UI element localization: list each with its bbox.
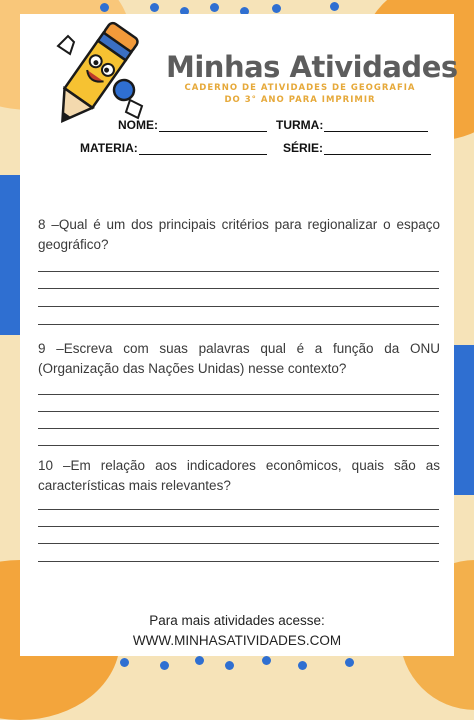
answer-line[interactable] xyxy=(38,509,439,510)
nome-field[interactable] xyxy=(118,118,267,132)
footer-caption: Para mais atividades acesse: xyxy=(149,613,325,628)
background-dot xyxy=(345,658,354,667)
answer-line[interactable] xyxy=(38,561,439,562)
answer-line[interactable] xyxy=(38,411,439,412)
question-10: 10 –Em relação aos indicadores econômicos, quais são as características mais relevantes? xyxy=(38,458,440,493)
nome-line xyxy=(159,119,267,132)
answer-line[interactable] xyxy=(38,288,439,289)
brand-subtitle: CADERNO DE ATIVIDADES DE GEOGRAFIA xyxy=(184,83,416,93)
question-8: 8 –Qual é um dos principais critérios para regionalizar o espaço geográfico? xyxy=(38,217,440,252)
background-dot xyxy=(298,661,307,670)
background-dot xyxy=(272,4,281,13)
question-9: 9 –Escreva com suas palavras qual é a função da ONU (Organização das Nações Unidas) nesse contexto? xyxy=(38,341,440,376)
turma-field[interactable] xyxy=(276,118,428,132)
answer-line[interactable] xyxy=(38,543,439,544)
answer-line[interactable] xyxy=(38,324,439,325)
background-dot xyxy=(195,656,204,665)
background-stripe-right xyxy=(452,345,474,495)
background-dot xyxy=(160,661,169,670)
answer-line[interactable] xyxy=(38,306,439,307)
materia-field[interactable] xyxy=(80,141,267,155)
footer-website-link[interactable]: WWW.MINHASATIVIDADES.COM xyxy=(132,633,342,648)
answer-line[interactable] xyxy=(38,394,439,395)
background-dot xyxy=(225,661,234,670)
turma-line xyxy=(324,119,428,132)
background-dot xyxy=(150,3,159,12)
answer-line[interactable] xyxy=(38,271,439,272)
answer-line[interactable] xyxy=(38,526,439,527)
turma-label: TURMA: xyxy=(276,118,324,132)
background-dot xyxy=(210,3,219,12)
brand-subtitle-grade: DO 3° ANO PARA IMPRIMIR xyxy=(224,95,376,105)
background-dot xyxy=(100,3,109,12)
nome-label: NOME: xyxy=(118,118,158,132)
brand-title: Minhas Atividades xyxy=(166,50,458,84)
answer-line[interactable] xyxy=(38,428,439,429)
background-dot xyxy=(262,656,271,665)
background-dot xyxy=(330,2,339,11)
serie-field[interactable] xyxy=(283,141,431,155)
materia-label: MATERIA: xyxy=(80,141,138,155)
answer-line[interactable] xyxy=(38,445,439,446)
serie-label: SÉRIE: xyxy=(283,141,324,155)
serie-line xyxy=(324,142,431,155)
materia-line xyxy=(139,142,267,155)
background-dot xyxy=(120,658,129,667)
